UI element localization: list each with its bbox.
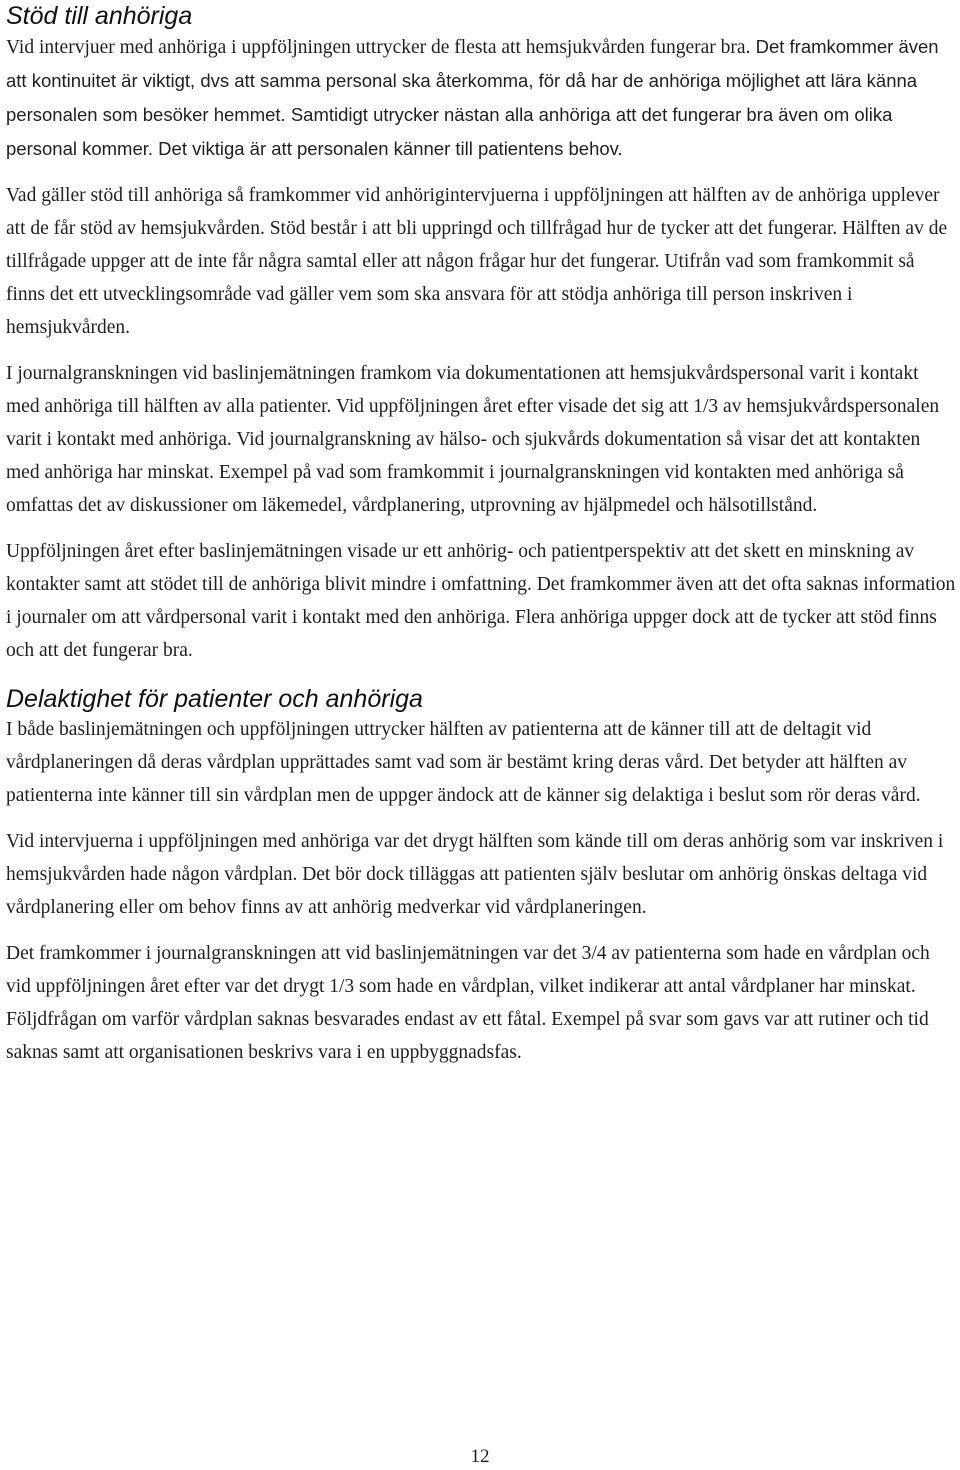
page-number: 12 — [470, 1446, 490, 1467]
paragraph-intervjuer-vardplan: Vid intervjuerna i uppföljningen med anhöriga var det drygt hälften som kände till om deras anhörig som var inskriven i hemsjukvården hade någon vårdplan. Det bör dock tilläggas att patienten själv beslutar om anhörig önskas deltaga vid vårdplanering eller om behov finns av att anhörig medverkar vid vårdplaneringen. — [6, 831, 944, 918]
paragraph-text-serif: Vid intervjuer med anhöriga i uppföljningen uttrycker de flesta att hemsjukvården fungerar bra. — [6, 37, 751, 58]
section-heading-delaktighet: Delaktighet för patienter och anhöriga — [6, 685, 423, 713]
paragraph-uppfoljning-minskning: Uppföljningen året efter baslinjemätningen visade ur ett anhörig- och patientperspektiv att det skett en minskning av kontakter samt att stödet till de anhöriga blivit mindre i omfattning. Det framkommer även att det ofta saknas information i journaler om att vårdpersonal varit i kontakt med den anhöriga. Flera anhöriga uppger dock att de tycker att stöd finns och att det fungerar bra. — [6, 541, 956, 661]
paragraph-journalgranskning-kontakt: I journalgranskningen vid baslinjemätningen framkom via dokumentationen att hemsjukvårdspersonal varit i kontakt med anhöriga till hälften av alla patienter. Vid uppföljningen året efter visade det sig att 1/3 av hemsjukvårdspersonalen varit i kontakt med anhöriga. Vid journalgranskning av hälso- och sjukvårds dokumentation så visar det att kontakten med anhöriga har minskat. Exempel på vad som framkommit i journalgranskningen vid kontakten med anhöriga så omfattas det av diskussioner om läkemedel, vårdplanering, utprovning av hjälpmedel och hälsotillstånd. — [6, 363, 940, 516]
paragraph-journalgranskning-vardplan: Det framkommer i journalgranskningen att vid baslinjemätningen var det 3/4 av patienterna som hade en vårdplan och vid uppföljningen året efter var det drygt 1/3 som hade en vårdplan, vilket indikerar att antal vårdplaner har minskat. Följdfrågan om varför vårdplan saknas besvarades endast av ett fåtal. Exempel på svar som gavs var att rutiner och tid saknas samt att organisationen beskrivs vara i en uppbyggnadsfas. — [6, 943, 930, 1063]
paragraph-text-sans: Det framkommer även att kontinuitet är viktigt, dvs att samma personal ska återkomma, för då har de anhöriga möjlighet att lära känna personalen som besöker hemmet. Samtidigt utrycker nästan alla anhöriga att det fungerar bra även om olika personal kommer. Det viktiga är att personalen känner till patientens behov. — [6, 36, 939, 159]
paragraph-stod-till-anhoriga: Vad gäller stöd till anhöriga så framkommer vid anhörigintervjuerna i uppföljningen att hälften av de anhöriga upplever att de får stöd av hemsjukvården. Stöd består i att bli uppringd och tillfrågad hur de tycker att det fungerar. Hälften av de tillfrågade uppger att de inte får några samtal eller att någon frågar hur det fungerar. Utifrån vad som framkommit så finns det ett utvecklingsområde vad gäller vem som ska ansvara för att stödja anhöriga till person inskriven i hemsjukvården. — [6, 185, 948, 338]
document-page — [6, 0, 956, 1069]
paragraph-delaktighet-vardplan: I både baslinjemätningen och uppföljningen uttrycker hälften av patienterna att de känner till att de deltagit vid vårdplaneringen då deras vårdplan upprättades samt vad som är bestämt kring deras vård. Det betyder att hälften av patienterna inte känner till sin vårdplan men de uppger ändock att de känner sig delaktiga i beslut som rör deras vård. — [6, 719, 921, 806]
section-heading-stod-till-anhoriga: Stöd till anhöriga — [6, 2, 193, 30]
paragraph-anhoriga-intervjuer — [6, 30, 956, 166]
